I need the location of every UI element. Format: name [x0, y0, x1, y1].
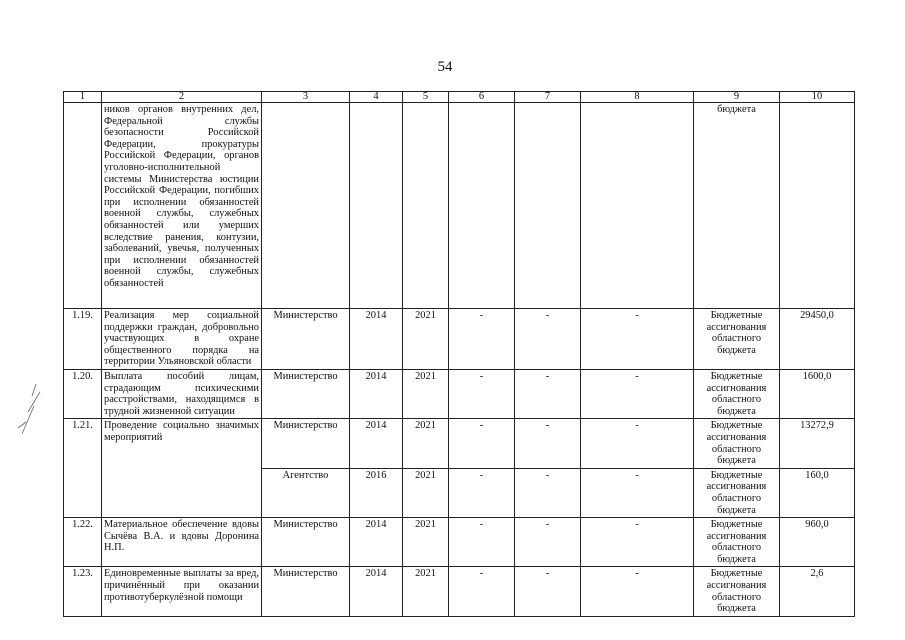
- cell-empty: [262, 103, 350, 309]
- start-year: 2014: [350, 518, 403, 567]
- col-number-1: 1: [64, 92, 102, 103]
- measure-name: Единовременные выплаты за вред, причинённый при оказании противотуберкулёзной помощи: [102, 567, 262, 616]
- col-number-10: 10: [780, 92, 855, 103]
- col8-value: -: [581, 567, 694, 616]
- row-number: 1.21.: [64, 419, 102, 518]
- executor: Министерство: [262, 419, 350, 468]
- funding-amount: 1600,0: [780, 369, 855, 418]
- col8-value: -: [581, 518, 694, 567]
- col-number-7: 7: [515, 92, 581, 103]
- funding-source: Бюджетные ассигнования областного бюджета: [694, 309, 780, 370]
- col6-value: -: [449, 309, 515, 370]
- table-row: [64, 518, 855, 567]
- col-number-4: 4: [350, 92, 403, 103]
- col-number-5: 5: [403, 92, 449, 103]
- row-number: 1.23.: [64, 567, 102, 616]
- cell-empty: [350, 103, 403, 309]
- table-row-continuation: [64, 103, 855, 309]
- table-row: [64, 369, 855, 418]
- end-year: 2021: [403, 419, 449, 468]
- funding-source: Бюджетные ассигнования областного бюджета: [694, 369, 780, 418]
- start-year: 2014: [350, 309, 403, 370]
- start-year: 2014: [350, 567, 403, 616]
- col7-value: -: [515, 369, 581, 418]
- funding-amount: 13272,9: [780, 419, 855, 468]
- funding-amount: 160,0: [780, 468, 855, 517]
- col7-value: -: [515, 567, 581, 616]
- table-row: [64, 567, 855, 616]
- col6-value: -: [449, 419, 515, 468]
- col-number-2: 2: [102, 92, 262, 103]
- cell-empty: [515, 103, 581, 309]
- program-measures-table: [63, 91, 855, 617]
- col6-value: -: [449, 468, 515, 517]
- col8-value: -: [581, 419, 694, 468]
- table-row: [64, 419, 855, 468]
- funding-source: Бюджетные ассигнования областного бюджета: [694, 567, 780, 616]
- cell-empty: [581, 103, 694, 309]
- col-number-9: 9: [694, 92, 780, 103]
- end-year: 2021: [403, 567, 449, 616]
- end-year: 2021: [403, 309, 449, 370]
- col7-value: -: [515, 518, 581, 567]
- table-row: [64, 309, 855, 370]
- col-number-8: 8: [581, 92, 694, 103]
- col7-value: -: [515, 468, 581, 517]
- measure-name: Проведение социально значимых мероприятий: [102, 419, 262, 518]
- executor: Министерство: [262, 518, 350, 567]
- cell-empty: [64, 103, 102, 309]
- measure-name-continued: ников органов внутренних дел, Федеральной службы безопасности Российской Федерации, прокуратуры Российской Федерации, органов уголовно-исполнительной системы Министерства юстиции Российской Федерации, погибших при исполнении обязанностей военной службы, служебных обязанностей или умерших вследствие ранения, контузии, заболеваний, увечья, полученных при исполнении обязанностей военной службы, служебных обязанностей: [102, 103, 262, 309]
- cell-empty: [449, 103, 515, 309]
- page-number: 54: [437, 59, 453, 75]
- row-number: 1.20.: [64, 369, 102, 418]
- start-year: 2014: [350, 419, 403, 468]
- col6-value: -: [449, 369, 515, 418]
- cell-empty: [780, 103, 855, 309]
- column-number-row: [64, 92, 855, 103]
- start-year: 2014: [350, 369, 403, 418]
- measure-name: Выплата пособий лицам, страдающим психическими расстройствами, находящимся в трудной жизненной ситуации: [102, 369, 262, 418]
- col6-value: -: [449, 567, 515, 616]
- funding-source-continued: бюджета: [694, 103, 780, 309]
- cell-empty: [403, 103, 449, 309]
- col-number-3: 3: [262, 92, 350, 103]
- col6-value: -: [449, 518, 515, 567]
- row-number: 1.19.: [64, 309, 102, 370]
- row-number: 1.22.: [64, 518, 102, 567]
- end-year: 2021: [403, 518, 449, 567]
- col7-value: -: [515, 419, 581, 468]
- col8-value: -: [581, 369, 694, 418]
- col7-value: -: [515, 309, 581, 370]
- executor: Министерство: [262, 567, 350, 616]
- col-number-6: 6: [449, 92, 515, 103]
- funding-amount: 29450,0: [780, 309, 855, 370]
- margin-pen-mark: [14, 382, 54, 442]
- col8-value: -: [581, 468, 694, 517]
- funding-amount: 960,0: [780, 518, 855, 567]
- end-year: 2021: [403, 468, 449, 517]
- executor: Министерство: [262, 309, 350, 370]
- executor: Министерство: [262, 369, 350, 418]
- start-year: 2016: [350, 468, 403, 517]
- measure-name: Материальное обеспечение вдовы Сычёва В.А. и вдовы Доронина Н.П.: [102, 518, 262, 567]
- measure-name: Реализация мер социальной поддержки граждан, добровольно участвующих в охране общественного порядка на территории Ульяновской области: [102, 309, 262, 370]
- col8-value: -: [581, 309, 694, 370]
- funding-source: Бюджетные ассигнования областного бюджета: [694, 419, 780, 468]
- funding-amount: 2,6: [780, 567, 855, 616]
- end-year: 2021: [403, 369, 449, 418]
- executor: Агентство: [262, 468, 350, 517]
- funding-source: Бюджетные ассигнования областного бюджета: [694, 518, 780, 567]
- funding-source: Бюджетные ассигнования областного бюджета: [694, 468, 780, 517]
